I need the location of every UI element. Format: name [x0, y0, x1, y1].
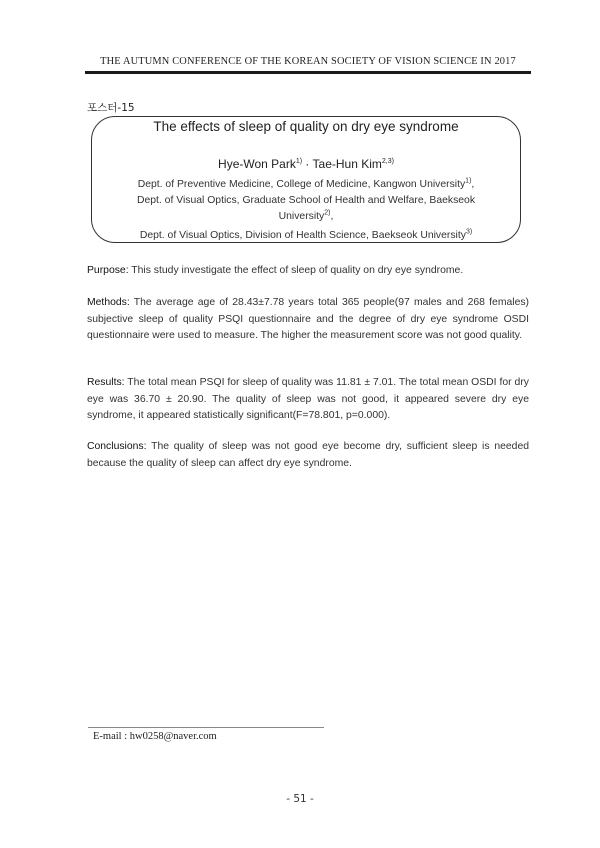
- author-name: Hye-Won Park: [218, 157, 296, 171]
- author-separator: ·: [302, 157, 313, 171]
- section-label: Results:: [87, 377, 125, 388]
- section-text: The total mean PSQI for sleep of quality was 11.81 ± 7.01. The total mean OSDI for dry eye was 36.70 ± 20.90. The quality of sleep was not good, it appeared severe dry eye syndrome, it appeared statistically significant(F=78.801, p=0.000).: [87, 377, 529, 421]
- author-name: Tae-Hun Kim: [312, 157, 382, 171]
- affiliation-text: Dept. of Visual Optics, Graduate School of Health and Welfare, Baekseok University: [136, 195, 476, 222]
- affiliation-punct: ,: [471, 179, 475, 190]
- footnote-rule: [88, 727, 324, 728]
- author-line: [91, 157, 521, 171]
- affiliation-3: [118, 228, 494, 244]
- affiliation-1: [118, 177, 494, 193]
- affiliation-mark: 3): [465, 228, 473, 236]
- section-label: Methods:: [87, 297, 130, 308]
- section-label: Purpose:: [87, 265, 129, 276]
- poster-label: 포스터-15: [87, 102, 135, 114]
- abstract-purpose: [87, 263, 529, 280]
- section-label: Conclusions:: [87, 441, 147, 452]
- abstract-conclusions: [87, 439, 529, 472]
- affiliation-text: Dept. of Preventive Medicine, College of Medicine, Kangwon University: [137, 179, 466, 190]
- section-text: This study investigate the effect of sleep of quality on dry eye syndrome.: [128, 265, 464, 276]
- affiliation-text: Dept. of Visual Optics, Division of Health Science, Baekseok University: [139, 230, 466, 241]
- running-header: THE AUTUMN CONFERENCE OF THE KOREAN SOCIETY OF VISION SCIENCE IN 2017: [100, 56, 516, 67]
- header-rule: [85, 71, 531, 74]
- paper-title: The effects of sleep of quality on dry eye syndrome: [153, 119, 459, 134]
- affiliation-punct: ,: [330, 211, 334, 222]
- abstract-methods: [87, 295, 529, 345]
- author-affiliation-mark: 2,3): [381, 158, 394, 165]
- footnote-email: E-mail : hw0258@naver.com: [93, 731, 217, 742]
- section-text: The quality of sleep was not good eye become dry, sufficient sleep is needed because the quality of sleep can affect dry eye syndrome.: [87, 441, 529, 469]
- abstract-results: [87, 375, 529, 425]
- author-affiliation-mark: 1): [295, 158, 303, 165]
- affiliation-mark: 1): [465, 177, 472, 185]
- affiliation-2: [118, 193, 494, 225]
- section-text: The average age of 28.43±7.78 years total 365 people(97 males and 268 females) subjective sleep of quality PSQI questionnaire and the degree of dry eye syndrome OSDI questionnaire were used to measure. The higher the measurement score was not good quality.: [87, 297, 529, 341]
- page-number: - 51 -: [286, 793, 314, 805]
- affiliation-mark: 2): [324, 209, 331, 217]
